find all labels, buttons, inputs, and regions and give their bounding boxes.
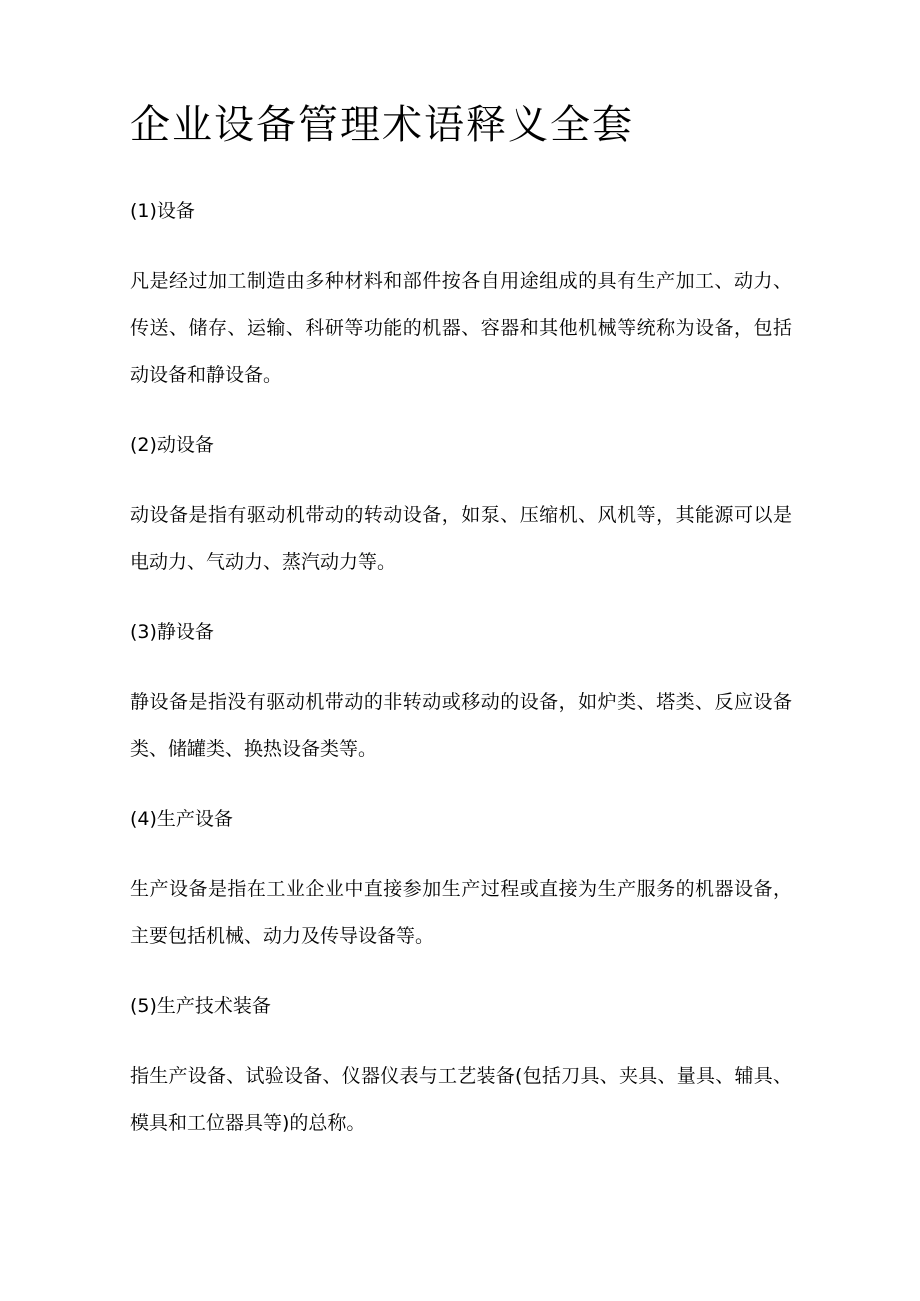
section-5-body: 指生产设备、试验设备、仪器仪表与工艺装备(包括刀具、夹具、量具、辅具、模具和工位器具等)的总称。 (130, 1065, 792, 1134)
section-1-body: 凡是经过加工制造由多种材料和部件按各自用途组成的具有生产加工、动力、传送、储存、运输、科研等功能的机器、容器和其他机械等统称为设备，包括动设备和静设备。 (130, 270, 792, 386)
section-4-heading: (4)生产设备 (130, 808, 233, 830)
section-1-heading: (1)设备 (130, 200, 195, 222)
section-2-heading: (2)动设备 (130, 434, 214, 456)
section-3-body: 静设备是指没有驱动机带动的非转动或移动的设备，如炉类、塔类、反应设备类、储罐类、换热设备类等。 (130, 691, 792, 760)
document-title: 企业设备管理术语释义全套 (130, 102, 634, 148)
section-4-body: 生产设备是指在工业企业中直接参加生产过程或直接为生产服务的机器设备，主要包括机械、动力及传导设备等。 (130, 878, 792, 947)
section-3-heading: (3)静设备 (130, 621, 214, 643)
section-5-heading: (5)生产技术装备 (130, 995, 271, 1017)
section-2-body: 动设备是指有驱动机带动的转动设备，如泵、压缩机、风机等，其能源可以是电动力、气动力、蒸汽动力等。 (130, 504, 792, 573)
